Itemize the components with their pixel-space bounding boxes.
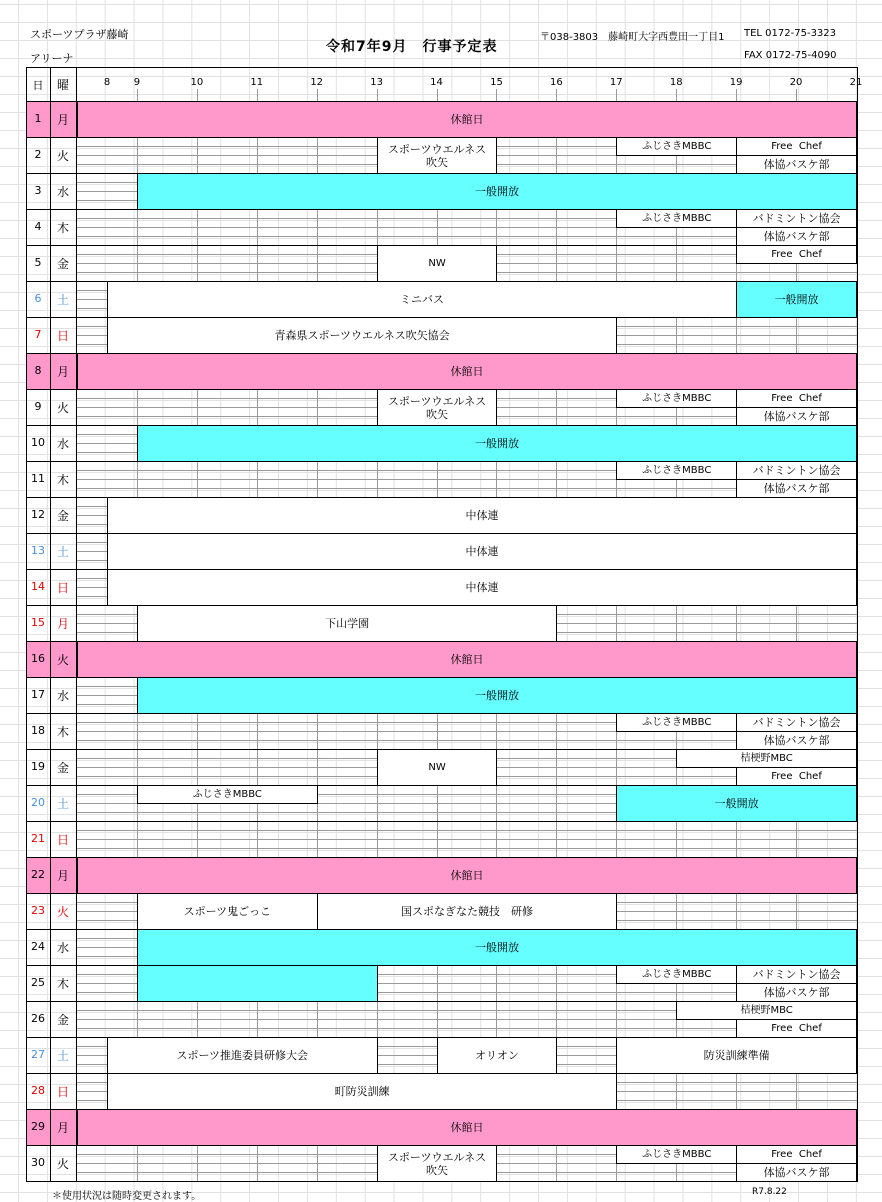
row-hour-guide (556, 786, 557, 821)
day-number: 2 (34, 148, 42, 161)
weekday: 金 (56, 509, 69, 523)
weekday: 月 (56, 365, 69, 379)
row-hour-guide (437, 822, 438, 857)
row-hour-guide (137, 138, 138, 173)
day-number: 20 (31, 796, 45, 809)
weekday: 日 (56, 329, 69, 343)
hour-label: 14 (430, 77, 443, 88)
event-block: ふじさきMBBC (616, 1145, 737, 1164)
hour-tick (796, 89, 797, 101)
hour-tick (736, 89, 737, 101)
revision-date: R7.8.22 (752, 1187, 787, 1197)
row-hour-guide (676, 1074, 677, 1109)
day-number: 18 (31, 724, 45, 737)
weekday: 金 (56, 257, 69, 271)
event-block: ふじさきMBBC (616, 209, 737, 228)
page-title: 令和7年9月 行事予定表 (326, 39, 498, 55)
facility-area: アリーナ (30, 52, 74, 65)
row-hour-guide (437, 714, 438, 749)
row-hour-guide (257, 390, 258, 425)
hour-tick (137, 89, 138, 101)
row-hour-guide (736, 822, 737, 857)
event-block: 体協バスケ部 (736, 227, 857, 246)
day-number: 5 (34, 256, 42, 269)
event-block: 国スポなぎなた競技 研修 (317, 893, 618, 930)
event-block: 休館日 (77, 101, 857, 138)
event-block: ふじさきMBBC (616, 713, 737, 732)
event-block: ふじさきMBBC (616, 137, 737, 156)
row-hour-guide (317, 822, 318, 857)
weekday-column-divider (76, 67, 77, 1181)
row-hour-guide (676, 606, 677, 641)
event-block: バドミントン協会 (736, 713, 857, 732)
day-number: 28 (31, 1084, 45, 1097)
row-hour-guide (556, 138, 557, 173)
row-hour-guide (556, 1002, 557, 1037)
row-hour-guide (736, 318, 737, 353)
weekday: 木 (56, 473, 69, 487)
event-block: 休館日 (77, 1109, 857, 1146)
weekday: 金 (56, 761, 69, 775)
weekday: 火 (56, 905, 69, 919)
row-hour-guide (437, 966, 438, 1001)
day-number: 10 (31, 436, 45, 449)
row-hour-guide (556, 246, 557, 281)
weekday: 日 (56, 833, 69, 847)
row-hour-guide (317, 462, 318, 497)
weekday: 月 (56, 113, 69, 127)
event-block: 体協バスケ部 (736, 407, 857, 426)
row-hour-guide (257, 462, 258, 497)
row-hour-guide (137, 210, 138, 245)
event-block: ふじさきMBBC (616, 965, 737, 984)
row-hour-guide (317, 210, 318, 245)
event-block: 中体連 (107, 533, 857, 570)
day-number: 13 (31, 544, 45, 557)
event-block: 防災訓練準備 (616, 1037, 857, 1074)
weekday-column-header: 曜 (56, 78, 69, 92)
day-number: 29 (31, 1120, 45, 1133)
event-block: NW (377, 749, 498, 786)
row-hour-guide (796, 318, 797, 353)
row-hour-guide (496, 1002, 497, 1037)
weekday: 水 (56, 437, 69, 451)
event-block: 休館日 (77, 353, 857, 390)
row-hour-guide (377, 786, 378, 821)
hour-tick (676, 89, 677, 101)
event-block: 体協バスケ部 (736, 479, 857, 498)
row-hour-guide (317, 1146, 318, 1181)
day-number: 19 (31, 760, 45, 773)
day-number: 22 (31, 868, 45, 881)
weekday: 土 (56, 1049, 69, 1063)
hour-label: 12 (310, 77, 324, 88)
hour-label: 15 (490, 77, 503, 88)
event-block: 桔梗野MBC (676, 749, 857, 768)
row-hour-guide (317, 714, 318, 749)
event-block: ふじさきMBBC (137, 785, 318, 804)
row-hour-guide (257, 822, 258, 857)
event-block: 青森県スポーツウエルネス吹矢協会 (107, 317, 617, 354)
row-hour-guide (496, 462, 497, 497)
hour-tick (257, 89, 258, 101)
weekday: 火 (56, 149, 69, 163)
event-block (137, 965, 378, 1002)
row-hour-guide (556, 462, 557, 497)
hour-tick (496, 89, 497, 101)
row-hour-guide (556, 966, 557, 1001)
event-block: 一般開放 (616, 785, 857, 822)
event-block: 一般開放 (736, 281, 857, 318)
hour-label: 9 (133, 77, 141, 88)
row-hour-guide (257, 1002, 258, 1037)
day-number: 1 (34, 112, 42, 125)
hour-tick (317, 89, 318, 101)
weekday: 土 (56, 797, 69, 811)
event-block: Free Chef (736, 1145, 857, 1164)
day-column-header: 日 (32, 79, 44, 92)
event-block: スポーツウエルネス 吹矢 (377, 389, 498, 426)
day-number: 17 (31, 688, 45, 701)
event-block: 中体連 (107, 497, 857, 534)
row-hour-guide (137, 750, 138, 785)
footer-note: ＊使用状況は随時変更されます。 (52, 1191, 202, 1202)
day-number: 12 (31, 508, 45, 521)
event-block: 体協バスケ部 (736, 983, 857, 1002)
weekday: 金 (56, 1013, 69, 1027)
weekday: 土 (56, 293, 69, 307)
facility-name: スポーツプラザ藤崎 (30, 28, 129, 41)
event-block: 中体連 (107, 569, 857, 606)
row-hour-guide (197, 138, 198, 173)
row-hour-guide (197, 1002, 198, 1037)
row-hour-guide (137, 462, 138, 497)
row-hour-guide (377, 714, 378, 749)
day-number: 27 (31, 1048, 45, 1061)
facility-tel: TEL 0172-75-3323 (744, 28, 837, 39)
row-hour-guide (257, 138, 258, 173)
row-hour-guide (496, 714, 497, 749)
event-block: スポーツ推進委員研修大会 (107, 1037, 378, 1074)
row-hour-guide (796, 894, 797, 929)
event-block: 下山学園 (137, 605, 557, 642)
row-hour-guide (437, 786, 438, 821)
weekday: 火 (56, 653, 69, 667)
weekday: 木 (56, 725, 69, 739)
row-hour-guide (137, 714, 138, 749)
event-block: 一般開放 (137, 173, 857, 210)
row-hour-guide (257, 714, 258, 749)
event-block: 町防災訓練 (107, 1073, 617, 1110)
row-hour-guide (616, 822, 617, 857)
weekday: 水 (56, 941, 69, 955)
row-hour-guide (616, 750, 617, 785)
weekday: 水 (56, 689, 69, 703)
day-number: 11 (31, 472, 45, 485)
row-hour-guide (377, 1002, 378, 1037)
day-number: 15 (31, 616, 45, 629)
event-block: 体協バスケ部 (736, 155, 857, 174)
hour-label: 18 (669, 77, 683, 88)
row-hour-guide (736, 1074, 737, 1109)
event-block: 休館日 (77, 857, 857, 894)
event-block: Free Chef (736, 1019, 857, 1038)
hour-tick (377, 89, 378, 101)
row-guide (77, 839, 857, 840)
row-hour-guide (317, 246, 318, 281)
weekday: 火 (56, 1157, 69, 1171)
event-block: スポーツウエルネス 吹矢 (377, 1145, 498, 1182)
hour-label: 11 (250, 77, 264, 88)
row-hour-guide (377, 210, 378, 245)
event-block: バドミントン協会 (736, 461, 857, 480)
row-hour-guide (317, 1002, 318, 1037)
event-block: 体協バスケ部 (736, 731, 857, 750)
row-hour-guide (496, 210, 497, 245)
row-hour-guide (796, 1074, 797, 1109)
row-hour-guide (257, 1146, 258, 1181)
row-hour-guide (616, 606, 617, 641)
row-hour-guide (676, 246, 677, 281)
row-hour-guide (437, 462, 438, 497)
row-hour-guide (197, 210, 198, 245)
weekday: 木 (56, 977, 69, 991)
row-hour-guide (197, 462, 198, 497)
row-hour-guide (197, 714, 198, 749)
weekday: 月 (56, 1121, 69, 1135)
weekday: 日 (56, 581, 69, 595)
hour-label: 16 (550, 77, 563, 88)
row-hour-guide (137, 1146, 138, 1181)
facility-address: 〒038-3803 藤崎町大字西豊田一丁目1 (540, 32, 725, 43)
day-number: 21 (31, 832, 45, 845)
event-block: Free Chef (736, 767, 857, 786)
event-block: 一般開放 (137, 677, 857, 714)
weekday: 木 (56, 221, 69, 235)
hour-label: 10 (190, 77, 204, 88)
hour-label: 20 (789, 77, 803, 88)
row-hour-guide (736, 606, 737, 641)
weekday: 月 (56, 617, 69, 631)
event-block: ふじさきMBBC (616, 461, 737, 480)
day-number: 8 (34, 364, 42, 377)
event-block: スポーツ鬼ごっこ (137, 893, 318, 930)
row-hour-guide (137, 390, 138, 425)
row-hour-guide (197, 1146, 198, 1181)
day-number: 25 (31, 976, 45, 989)
row-hour-guide (616, 1002, 617, 1037)
row-hour-guide (556, 390, 557, 425)
weekday: 月 (56, 869, 69, 883)
row-hour-guide (137, 1002, 138, 1037)
row-hour-guide (437, 210, 438, 245)
row-hour-guide (556, 210, 557, 245)
row-hour-guide (257, 210, 258, 245)
day-number: 23 (31, 904, 45, 917)
hour-tick (437, 89, 438, 101)
event-block: 体協バスケ部 (736, 1163, 857, 1182)
row-hour-guide (676, 822, 677, 857)
day-number: 4 (34, 220, 42, 233)
day-number: 30 (31, 1156, 45, 1169)
row-hour-guide (556, 750, 557, 785)
row-hour-guide (616, 246, 617, 281)
event-block: オリオン (437, 1037, 558, 1074)
row-hour-guide (317, 138, 318, 173)
hour-label: 17 (609, 77, 623, 88)
hour-label: 19 (729, 77, 743, 88)
event-block: 休館日 (77, 641, 857, 678)
row-hour-guide (437, 1002, 438, 1037)
row-hour-guide (796, 822, 797, 857)
row-hour-guide (556, 822, 557, 857)
weekday: 火 (56, 401, 69, 415)
event-block: ふじさきMBBC (616, 389, 737, 408)
day-number: 3 (34, 184, 42, 197)
facility-fax: FAX 0172-75-4090 (744, 50, 837, 61)
row-hour-guide (317, 750, 318, 785)
day-number: 9 (34, 400, 42, 413)
row-hour-guide (796, 606, 797, 641)
hour-tick (556, 89, 557, 101)
row-hour-guide (556, 1146, 557, 1181)
row-hour-guide (197, 246, 198, 281)
event-block: NW (377, 245, 498, 282)
event-block: バドミントン協会 (736, 965, 857, 984)
row-hour-guide (556, 714, 557, 749)
row-hour-guide (257, 750, 258, 785)
event-block: バドミントン協会 (736, 209, 857, 228)
row-guide (77, 830, 857, 831)
row-hour-guide (197, 822, 198, 857)
hour-label: 8 (103, 77, 111, 88)
day-number: 26 (31, 1012, 45, 1025)
day-number: 16 (31, 652, 45, 665)
event-block: Free Chef (736, 245, 857, 264)
event-block: Free Chef (736, 137, 857, 156)
day-number: 14 (31, 580, 45, 593)
row-hour-guide (317, 390, 318, 425)
row-hour-guide (736, 894, 737, 929)
hour-label: 21 (849, 77, 863, 88)
row-hour-guide (197, 750, 198, 785)
row-hour-guide (496, 822, 497, 857)
hour-tick (616, 89, 617, 101)
row-hour-guide (676, 894, 677, 929)
row-guide (77, 848, 857, 849)
row-hour-guide (197, 390, 198, 425)
day-number: 24 (31, 940, 45, 953)
event-block: ミニバス (107, 281, 737, 318)
day-number: 6 (34, 292, 42, 305)
row-hour-guide (137, 822, 138, 857)
row-hour-guide (257, 246, 258, 281)
event-block: 一般開放 (137, 929, 857, 966)
row-hour-guide (496, 966, 497, 1001)
event-block: 桔梗野MBC (676, 1001, 857, 1020)
row-hour-guide (377, 462, 378, 497)
row-hour-guide (496, 786, 497, 821)
event-block: 一般開放 (137, 425, 857, 462)
weekday: 日 (56, 1085, 69, 1099)
row-hour-guide (676, 318, 677, 353)
day-number: 7 (34, 328, 42, 341)
event-block: Free Chef (736, 389, 857, 408)
event-block: スポーツウエルネス 吹矢 (377, 137, 498, 174)
hour-tick (197, 89, 198, 101)
row-hour-guide (137, 246, 138, 281)
weekday: 水 (56, 185, 69, 199)
row-hour-guide (377, 822, 378, 857)
hour-label: 13 (370, 77, 383, 88)
weekday: 土 (56, 545, 69, 559)
